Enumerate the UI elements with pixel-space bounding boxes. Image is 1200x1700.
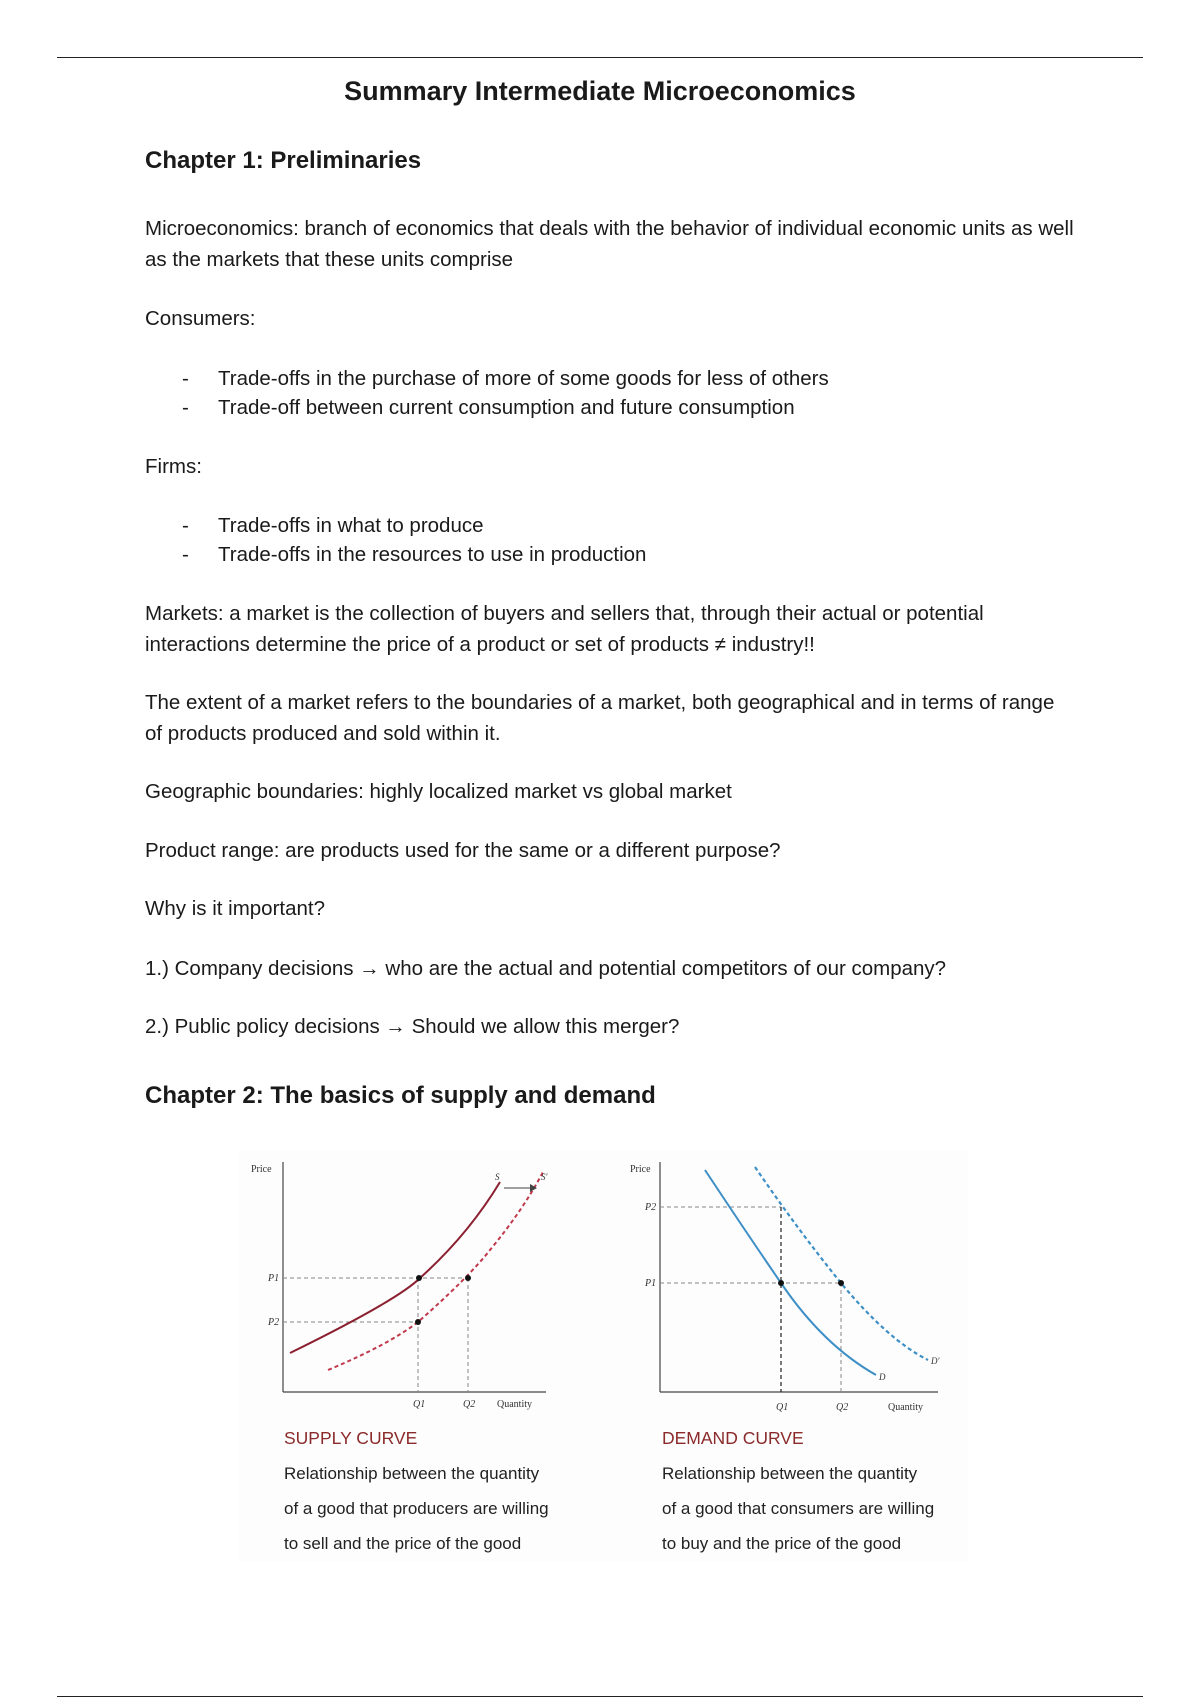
demand-point-q2-p1 [838, 1280, 844, 1286]
microeconomics-definition: Microeconomics: branch of economics that deals with the behavior of individual economic units as well as the markets that these units comprise [145, 217, 1074, 271]
demand-caption-line: to buy and the price of the good [662, 1534, 902, 1553]
list-item: - Trade-offs in what to produce [182, 511, 646, 540]
supply-point-q1-p1 [416, 1275, 422, 1281]
demand-caption-title: DEMAND CURVE [662, 1428, 804, 1448]
chapter-1-heading: Chapter 1: Preliminaries [145, 147, 422, 174]
supply-caption-line: Relationship between the quantity [284, 1464, 540, 1483]
why-important: Why is it important? [145, 897, 325, 920]
firms-label: Firms: [145, 455, 202, 478]
demand-x-tick-q1: Q1 [776, 1402, 789, 1413]
list-item: - Trade-offs in the resources to use in production [182, 540, 646, 569]
supply-y-label: Price [251, 1164, 272, 1175]
demand-caption [662, 1421, 982, 1561]
demand-y-tick-p2: P2 [645, 1202, 657, 1213]
point-company-decisions: 1.) Company decisions → who are the actual and potential competitors of our company? [145, 957, 947, 980]
supply-caption-title: SUPPLY CURVE [284, 1428, 418, 1448]
chapter-2-heading: Chapter 2: The basics of supply and demand [145, 1082, 656, 1109]
demand-y-label: Price [630, 1164, 651, 1175]
consumers-label: Consumers: [145, 307, 256, 330]
supply-caption-line: of a good that producers are willing [284, 1499, 549, 1518]
supply-series-label-s-prime: S' [541, 1172, 548, 1182]
supply-point-q2-p1 [465, 1275, 471, 1281]
demand-series-label-d-prime: D' [931, 1356, 940, 1366]
geographic-boundaries: Geographic boundaries: highly localized market vs global market [145, 780, 732, 803]
supply-curve-s-prime [328, 1172, 543, 1370]
supply-point-q1-p2 [415, 1319, 421, 1325]
demand-x-label: Quantity [888, 1402, 923, 1413]
list-item: - Trade-off between current consumption and future consumption [182, 393, 829, 422]
supply-caption-line: to sell and the price of the good [284, 1534, 522, 1553]
demand-point-q1-p1 [778, 1280, 784, 1286]
consumers-list [182, 364, 829, 422]
supply-y-tick-p1: P1 [268, 1273, 280, 1284]
demand-caption-line: of a good that consumers are willing [662, 1499, 935, 1518]
document-title: Summary Intermediate Microeconomics [344, 76, 856, 106]
markets-definition: Markets: a market is the collection of buyers and sellers that, through their actual or potential interactions determine the price of a product or set of products ≠ industry!! [145, 602, 984, 656]
demand-caption-line: Relationship between the quantity [662, 1464, 918, 1483]
product-range: Product range: are products used for the same or a different purpose? [145, 839, 781, 862]
top-rule [57, 57, 1143, 58]
supply-y-tick-p2: P2 [268, 1317, 280, 1328]
demand-curve-d [705, 1170, 876, 1375]
demand-x-tick-q2: Q2 [836, 1402, 849, 1413]
demand-series-label-d: D [879, 1372, 886, 1382]
supply-caption [284, 1421, 604, 1561]
supply-x-tick-q2: Q2 [463, 1399, 476, 1410]
supply-x-label: Quantity [497, 1399, 532, 1410]
supply-chart [251, 1162, 549, 1410]
bottom-rule [57, 1696, 1143, 1697]
supply-demand-figure [238, 1150, 968, 1562]
point-public-policy: 2.) Public policy decisions → Should we allow this merger? [145, 1015, 680, 1038]
demand-y-tick-p1: P1 [645, 1278, 657, 1289]
demand-chart [630, 1162, 940, 1413]
list-item: - Trade-offs in the purchase of more of some goods for less of others [182, 364, 829, 393]
firms-list [182, 511, 646, 569]
market-extent: The extent of a market refers to the boundaries of a market, both geographical and in terms of range of products produced and sold within it. [145, 691, 1055, 745]
supply-x-tick-q1: Q1 [413, 1399, 426, 1410]
supply-series-label-s: S [495, 1172, 500, 1182]
